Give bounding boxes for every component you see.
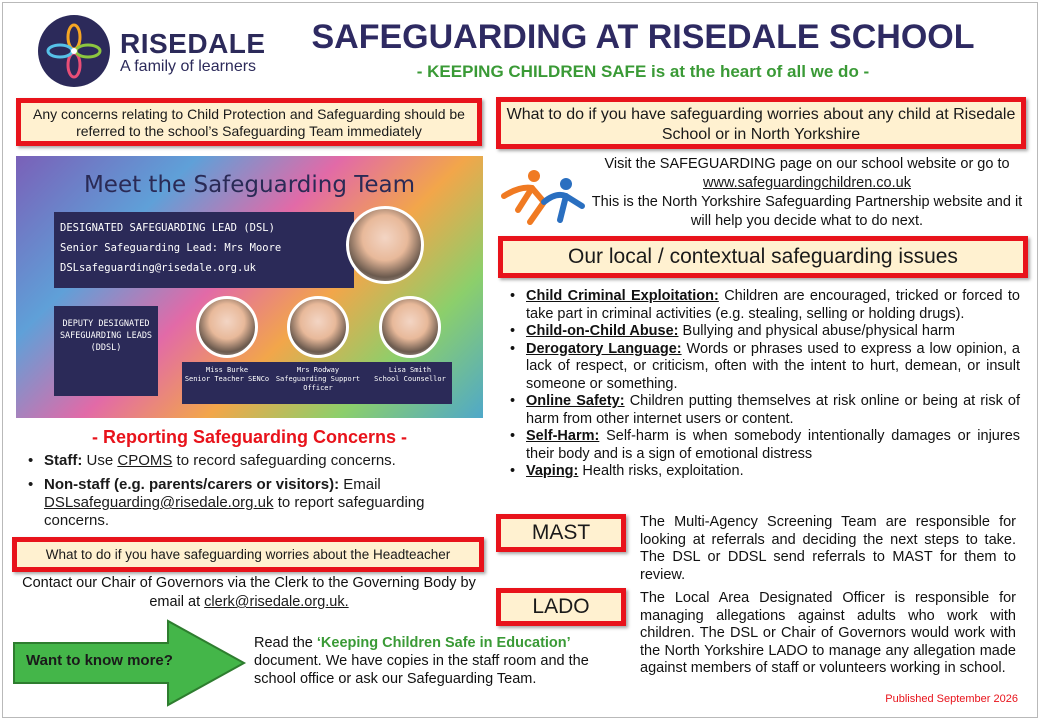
school-logo bbox=[38, 15, 110, 87]
kcsie-title: ‘Keeping Children Safe in Education’ bbox=[316, 635, 571, 651]
issue-text: Words or phrases used to express a low opinion, a lack of respect, or criticism, often with the intent to hurt, demean, or insult someone or something. bbox=[526, 340, 1020, 392]
mast-box: MAST bbox=[496, 514, 626, 552]
staff-label bbox=[364, 366, 456, 384]
clerk-email-link[interactable]: clerk@risedale.org.uk. bbox=[204, 594, 349, 610]
list-item bbox=[22, 476, 484, 530]
staff-name: Miss Burke bbox=[205, 366, 249, 374]
visit-text bbox=[586, 155, 1028, 231]
dsl-name: Senior Safeguarding Lead: Mrs Moore bbox=[60, 242, 282, 254]
mast-description: The Multi-Agency Screening Team are responsible for looking at referrals and deciding the next steps to take. The DSL or DDSL send referrals to MAST for them to review. bbox=[640, 514, 1016, 583]
reporting-list bbox=[22, 452, 484, 536]
nonstaff-label-text: Non-staff (e.g. parents/carers or visitors): bbox=[44, 476, 340, 493]
ddsl-panel: DEPUTY DESIGNATED SAFEGUARDING LEADS (DDSL) bbox=[54, 306, 158, 396]
logo-flower-icon bbox=[38, 15, 110, 87]
issue-text: Children putting themselves at risk online or being at risk of harm from other internet users or content. bbox=[526, 393, 1021, 427]
staff-label-text: Staff: bbox=[44, 452, 83, 469]
staff-photo bbox=[196, 296, 258, 358]
staff-role: Safeguarding Support Officer bbox=[275, 375, 361, 392]
staff-photo bbox=[379, 296, 441, 358]
nonstaff-post-text: to report safeguarding concerns. bbox=[44, 494, 425, 529]
issue-text: Children are encouraged, tricked or forced to take part in criminal activities (e.g. stealing, selling or holding drugs). bbox=[526, 288, 1020, 322]
list-item bbox=[508, 463, 1020, 481]
reporting-title: - Reporting Safeguarding Concerns - bbox=[91, 427, 408, 447]
staff-label bbox=[181, 366, 273, 384]
issue-term: Child Criminal Exploitation: bbox=[526, 288, 719, 304]
list-item bbox=[508, 393, 1020, 428]
published-date: Published September 2026 bbox=[885, 693, 1018, 705]
issues-list bbox=[508, 288, 1020, 481]
safeguarding-partnership-logo-icon bbox=[500, 166, 590, 226]
logo-name: RISEDALE bbox=[120, 28, 266, 59]
read-kcsie-text bbox=[254, 634, 602, 688]
nonstaff-pre-text: Email bbox=[343, 476, 381, 493]
list-item bbox=[508, 428, 1020, 463]
issue-term: Vaping: bbox=[526, 463, 579, 479]
issue-term: Derogatory Language: bbox=[526, 340, 682, 357]
staff-label bbox=[272, 366, 364, 393]
issues-heading-box: Our local / contextual safeguarding issues bbox=[498, 236, 1028, 278]
page-title: SAFEGUARDING AT RISEDALE SCHOOL bbox=[311, 18, 975, 56]
list-item bbox=[22, 452, 484, 470]
read-pre: Read the bbox=[254, 635, 313, 651]
dsl-email: DSLsafeguarding@risedale.org.uk bbox=[60, 262, 256, 274]
worries-box: What to do if you have safeguarding worries about any child at Risedale School or in North Yorkshire bbox=[496, 97, 1026, 149]
team-banner bbox=[16, 156, 483, 418]
staff-photo bbox=[287, 296, 349, 358]
issue-text: Self-harm is when somebody intentionally damages or injures their body and is a sign of emotional distress bbox=[526, 428, 1021, 462]
contact-text bbox=[16, 574, 482, 612]
issue-term: Child-on-Child Abuse: bbox=[526, 323, 679, 339]
staff-name: Lisa Smith bbox=[388, 366, 432, 374]
visit-line1: Visit the SAFEGUARDING page on our school website or go to bbox=[604, 156, 1010, 172]
contact-body: Contact our Chair of Governors via the Clerk to the Governing Body by email at bbox=[22, 575, 476, 610]
team-banner-title: Meet the Safeguarding Team bbox=[83, 172, 416, 198]
dsl-heading: DESIGNATED SAFEGUARDING LEAD (DSL) bbox=[60, 222, 275, 234]
list-item bbox=[508, 341, 1020, 394]
dsl-panel bbox=[54, 212, 354, 288]
cpoms-link[interactable]: CPOMS bbox=[117, 452, 173, 469]
issue-text: Health risks, exploitation. bbox=[582, 463, 744, 479]
read-post: document. We have copies in the staff room and the school office or ask our Safeguarding Team. bbox=[254, 653, 589, 687]
list-item bbox=[508, 323, 1020, 341]
staff-post-text: to record safeguarding concerns. bbox=[176, 452, 396, 469]
dsl-email-link[interactable]: DSLsafeguarding@risedale.org.uk bbox=[44, 494, 274, 511]
logo-tagline: A family of learners bbox=[120, 58, 257, 75]
staff-pre-text: Use bbox=[86, 452, 114, 469]
dsl-photo bbox=[346, 206, 424, 284]
page-subtitle: - KEEPING CHILDREN SAFE is at the heart of all we do - bbox=[416, 62, 870, 81]
headteacher-box: What to do if you have safeguarding worries about the Headteacher bbox=[12, 537, 484, 572]
staff-name: Mrs Rodway bbox=[296, 366, 340, 374]
concerns-box: Any concerns relating to Child Protection and Safeguarding should be referred to the school’s Safeguarding Team immediately bbox=[16, 98, 482, 146]
staff-role: School Counsellor bbox=[374, 375, 446, 383]
safeguarding-website-link[interactable]: www.safeguardingchildren.co.uk bbox=[703, 175, 911, 191]
list-item bbox=[508, 288, 1020, 323]
visit-line2: This is the North Yorkshire Safeguarding Partnership website and it will help you decide what to do next. bbox=[591, 194, 1023, 229]
issue-term: Self-Harm: bbox=[526, 428, 600, 444]
staff-role: Senior Teacher SENCo bbox=[184, 375, 270, 383]
issue-term: Online Safety: bbox=[526, 393, 625, 409]
issue-text: Bullying and physical abuse/physical harm bbox=[682, 323, 955, 339]
want-more-label: Want to know more? bbox=[26, 652, 173, 669]
lado-description: The Local Area Designated Officer is responsible for managing allegations against adults who work with children. The DSL or Chair of Governors would work with the North Yorkshire LADO to manage any allegation made against members of staff or volunteers working in school. bbox=[640, 590, 1016, 676]
lado-box: LADO bbox=[496, 588, 626, 626]
